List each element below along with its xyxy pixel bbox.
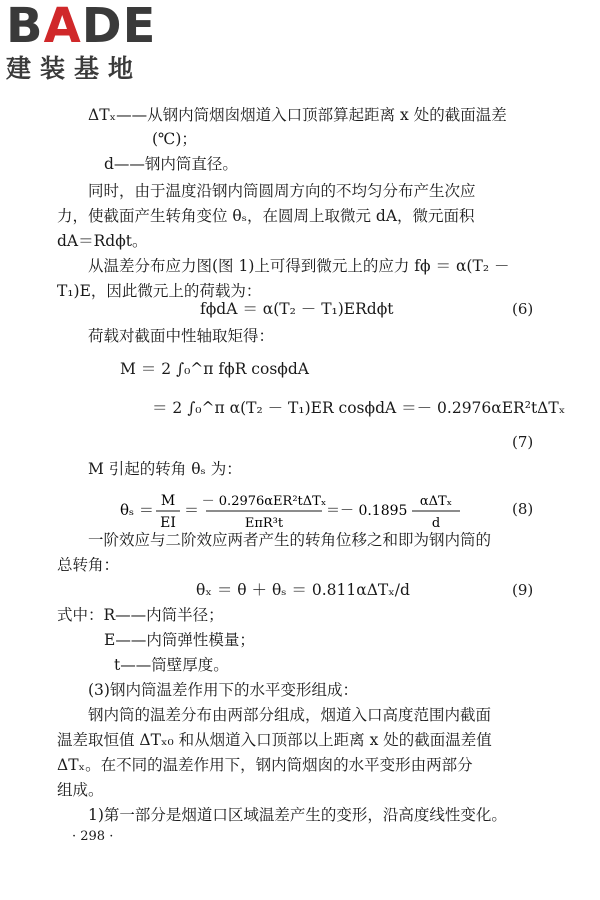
section-heading: (3)钢内筒温差作用下的水平变形组成： [88, 681, 358, 699]
fraction-1-denominator: EI [160, 515, 176, 531]
brand-logo [6, 0, 157, 54]
paragraph-line: M 引起的转角 θₛ 为： [88, 460, 242, 478]
paragraph-line: 温差取恒值 ΔTₓ₀ 和从烟道入口顶部以上距离 x 处的截面温差值 [57, 731, 492, 749]
definition-delta-tx-unit: (℃)； [152, 130, 197, 148]
paragraph-line: 从温差分布应力图(图 1)上可得到微元上的应力 fϕ ＝ α(T₂ － [88, 257, 510, 275]
paragraph-line: T₁)E，因此微元上的荷载为： [57, 282, 262, 300]
logo-letters-pre: B [6, 0, 44, 54]
paragraph-line: ΔTₓ。在不同的温差作用下，钢内筒烟囱的水平变形由两部分 [57, 756, 473, 774]
fraction-1-numerator: M [160, 493, 176, 509]
equals-1: ＝ [184, 501, 200, 519]
definition-d: d——钢内筒直径。 [104, 155, 238, 173]
equation-6: fϕdA ＝ α(T₂ － T₁)ERdϕt [200, 300, 394, 318]
definition-delta-tx: ΔTₓ——从钢内筒烟囱烟道入口顶部算起距离 x 处的截面温差 [88, 106, 507, 124]
paragraph-line: 组成。 [57, 781, 104, 799]
paragraph-line: 同时，由于温度沿钢内筒圆周方向的不均匀分布产生次应 [88, 182, 476, 200]
equals-2-coefficient: ＝－ 0.1895 [326, 503, 408, 519]
brand-logo-chinese: 建装基地 [6, 54, 143, 83]
equation-7-line-2: ＝ 2 ∫₀^π α(T₂ － T₁)ER cosϕdA ＝－ 0.2976αER²tΔTₓ [152, 399, 566, 417]
paragraph-line: 钢内筒的温差分布由两部分组成，烟道入口高度范围内截面 [88, 706, 492, 724]
logo-letters-post: DE [81, 0, 157, 54]
definition-e: E——内筒弹性模量； [104, 631, 255, 649]
fraction-2-numerator: － 0.2976αER²tΔTₓ [201, 494, 327, 509]
page-number: · 298 · [72, 829, 114, 844]
paragraph-line: 一阶效应与二阶效应两者产生的转角位移之和即为钢内筒的 [88, 531, 492, 549]
equation-9: θₓ ＝ θ ＋ θₛ ＝ 0.811αΔTₓ/d [196, 581, 410, 599]
equation-number-9: (9) [512, 581, 534, 599]
paragraph-line: 荷载对截面中性轴取矩得： [88, 327, 275, 345]
equation-number-7: (7) [512, 433, 534, 451]
equation-number-6: (6) [512, 300, 534, 318]
paragraph-line: 总转角： [57, 556, 120, 574]
equation-8-lhs: θₛ ＝ [120, 501, 154, 519]
fraction-2-denominator: EπR³t [244, 516, 284, 531]
fraction-3-numerator: αΔTₓ [419, 494, 453, 509]
definition-r: 式中：R——内筒半径； [57, 606, 224, 624]
paragraph-line: dA＝Rdϕt。 [57, 232, 148, 250]
equation-number-8: (8) [512, 500, 534, 518]
logo-letter-accent: A [43, 0, 82, 54]
equation-8-graphic [120, 490, 500, 534]
list-item: 1)第一部分是烟道口区域温差产生的变形，沿高度线性变化。 [88, 806, 507, 824]
definition-t: t——筒壁厚度。 [114, 656, 229, 674]
paragraph-line: 力，使截面产生转角变位 θₛ，在圆周上取微元 dA，微元面积 [57, 207, 475, 225]
equation-7-line-1: M ＝ 2 ∫₀^π fϕR cosϕdA [120, 360, 309, 378]
fraction-3-denominator: d [431, 516, 441, 531]
